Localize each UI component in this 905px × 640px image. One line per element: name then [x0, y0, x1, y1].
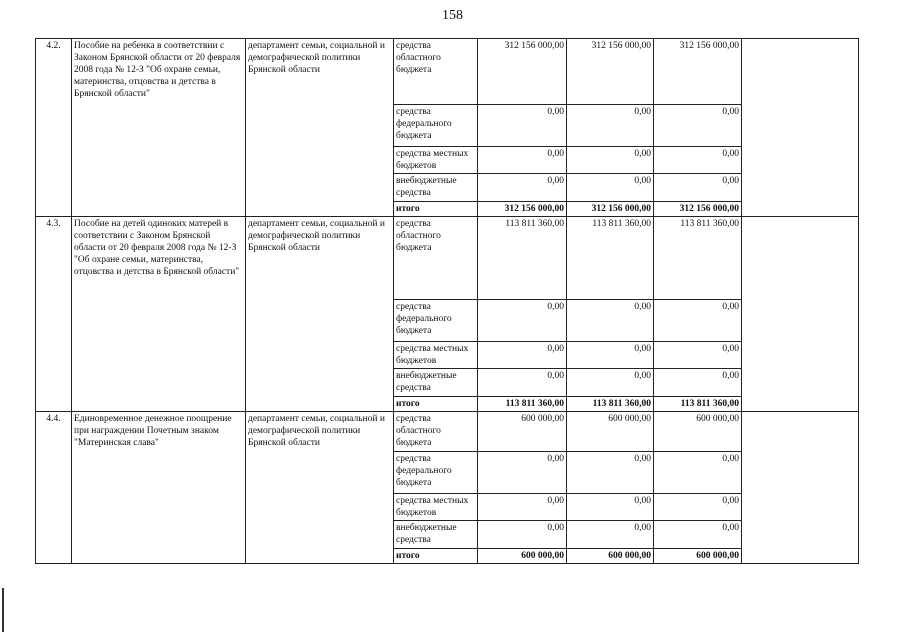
amount-year-2: 0,00: [567, 300, 654, 342]
amount-year-1: 0,00: [478, 105, 567, 147]
item-name: Пособие на детей одиноких матерей в соответствии с Законом Брянской области от 20 февраля 2008 года № 12-З "Об охране семьи, материнства, отцовства и детства в Брянской области": [72, 217, 246, 412]
funding-source: средства областного бюджета: [394, 412, 478, 452]
funding-source: средства областного бюджета: [394, 217, 478, 300]
amount-year-3: 312 156 000,00: [654, 202, 742, 217]
funding-source: итого: [394, 549, 478, 564]
amount-year-3: 0,00: [654, 452, 742, 494]
amount-year-2: 0,00: [567, 494, 654, 521]
amount-year-3: 0,00: [654, 342, 742, 369]
funding-source: внебюджетные средства: [394, 521, 478, 549]
amount-year-2: 0,00: [567, 521, 654, 549]
funding-source: средства местных бюджетов: [394, 494, 478, 521]
amount-year-1: 600 000,00: [478, 549, 567, 564]
amount-year-1: 312 156 000,00: [478, 202, 567, 217]
item-number: 4.4.: [36, 412, 72, 564]
amount-year-3: 0,00: [654, 147, 742, 174]
funding-source: итого: [394, 397, 478, 412]
amount-year-2: 0,00: [567, 452, 654, 494]
funding-source: средства местных бюджетов: [394, 147, 478, 174]
amount-year-3: 113 811 360,00: [654, 217, 742, 300]
amount-year-2: 312 156 000,00: [567, 39, 654, 105]
item-executor: департамент семьи, социальной и демографической политики Брянской области: [246, 39, 394, 217]
item-number: 4.2.: [36, 39, 72, 217]
amount-year-1: 113 811 360,00: [478, 217, 567, 300]
amount-year-2: 0,00: [567, 369, 654, 397]
item-executor: департамент семьи, социальной и демографической политики Брянской области: [246, 217, 394, 412]
amount-year-3: 0,00: [654, 300, 742, 342]
funding-source: средства федерального бюджета: [394, 452, 478, 494]
amount-year-1: 312 156 000,00: [478, 39, 567, 105]
amount-year-2: 0,00: [567, 147, 654, 174]
funding-source: средства местных бюджетов: [394, 342, 478, 369]
amount-year-1: 0,00: [478, 452, 567, 494]
item-executor: департамент семьи, социальной и демографической политики Брянской области: [246, 412, 394, 564]
amount-year-2: 0,00: [567, 174, 654, 202]
amount-year-1: 113 811 360,00: [478, 397, 567, 412]
item-name: Единовременное денежное поощрение при награждении Почетным знаком "Материнская слава": [72, 412, 246, 564]
table-row: [36, 217, 859, 300]
amount-year-1: 0,00: [478, 174, 567, 202]
amount-year-3: 0,00: [654, 174, 742, 202]
amount-year-2: 0,00: [567, 105, 654, 147]
amount-year-1: 0,00: [478, 494, 567, 521]
funding-source: итого: [394, 202, 478, 217]
amount-year-2: 600 000,00: [567, 549, 654, 564]
funding-source: средства областного бюджета: [394, 39, 478, 105]
funding-source: внебюджетные средства: [394, 174, 478, 202]
amount-year-3: 113 811 360,00: [654, 397, 742, 412]
amount-year-3: 0,00: [654, 105, 742, 147]
table-row: [36, 412, 859, 452]
funding-source: средства федерального бюджета: [394, 105, 478, 147]
amount-year-1: 0,00: [478, 369, 567, 397]
amount-year-2: 113 811 360,00: [567, 397, 654, 412]
funding-source: внебюджетные средства: [394, 369, 478, 397]
blank-cell: [742, 217, 859, 412]
blank-cell: [742, 39, 859, 217]
amount-year-3: 0,00: [654, 369, 742, 397]
amount-year-3: 0,00: [654, 494, 742, 521]
item-name: Пособие на ребенка в соответствии с Законом Брянской области от 20 февраля 2008 года № 12-З "Об охране семьи, материнства, отцовства и детства в Брянской области": [72, 39, 246, 217]
amount-year-1: 600 000,00: [478, 412, 567, 452]
budget-table: [35, 38, 859, 564]
amount-year-1: 0,00: [478, 342, 567, 369]
amount-year-2: 0,00: [567, 342, 654, 369]
page-number: 158: [442, 8, 463, 23]
table-row: [36, 39, 859, 105]
amount-year-1: 0,00: [478, 300, 567, 342]
item-number: 4.3.: [36, 217, 72, 412]
amount-year-1: 0,00: [478, 147, 567, 174]
amount-year-2: 312 156 000,00: [567, 202, 654, 217]
amount-year-1: 0,00: [478, 521, 567, 549]
amount-year-3: 600 000,00: [654, 412, 742, 452]
scan-edge-mark: [2, 588, 4, 632]
amount-year-3: 0,00: [654, 521, 742, 549]
blank-cell: [742, 412, 859, 564]
amount-year-2: 600 000,00: [567, 412, 654, 452]
funding-source: средства федерального бюджета: [394, 300, 478, 342]
amount-year-2: 113 811 360,00: [567, 217, 654, 300]
amount-year-3: 312 156 000,00: [654, 39, 742, 105]
amount-year-3: 600 000,00: [654, 549, 742, 564]
